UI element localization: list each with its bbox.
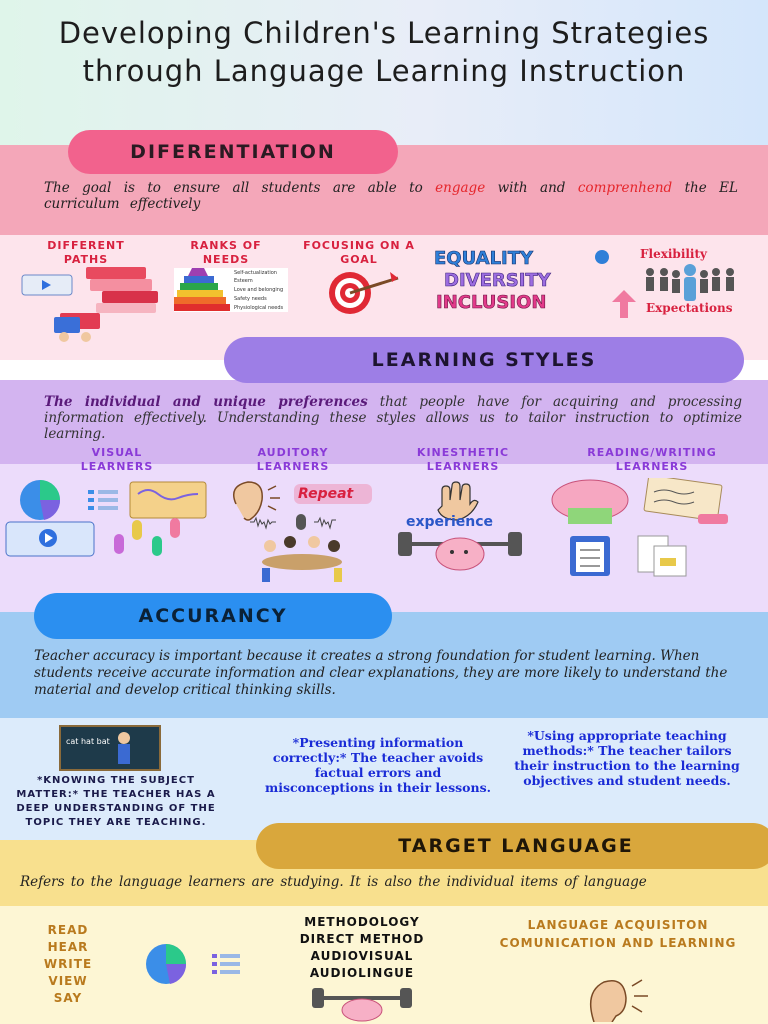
page-title: Developing Children's Learning Strategies through Language Learning Instruction bbox=[58, 16, 710, 88]
accuracy-point-knowing: *KNOWING THE SUBJECT MATTER:* THE TEACHER HAS A DEEP UNDERSTANDING OF THE TOPIC THEY ARE TEACHING. bbox=[16, 775, 216, 828]
target-language-heading: TARGET LANGUAGE bbox=[398, 835, 634, 857]
desc-bold: The individual and unique preferences bbox=[44, 394, 368, 410]
different-paths-caption: DIFFERENT PATHS bbox=[47, 239, 125, 266]
pyramid-level: Safety needs bbox=[234, 296, 267, 302]
books-illustration bbox=[20, 265, 165, 345]
skill-item: WRITE bbox=[43, 957, 93, 971]
board-text: cat hat bat bbox=[66, 737, 110, 746]
people-group-icon bbox=[642, 262, 738, 306]
differentiation-description bbox=[44, 180, 738, 212]
desc-highlight: engage bbox=[435, 180, 486, 196]
skill-item: SAY bbox=[53, 991, 83, 1005]
accuracy-point-presenting: *Presenting information correctly:* The teacher avoids factual errors and misconceptions in their lessons. bbox=[265, 735, 491, 795]
experience-text: experience bbox=[406, 514, 494, 530]
expectations-label: Expectations bbox=[646, 301, 733, 315]
reading-writing-learners-illustration bbox=[548, 478, 738, 582]
auditory-learners-illustration bbox=[222, 476, 380, 584]
desc-text: the EL curriculum effectively bbox=[44, 180, 738, 212]
skill-item: VIEW bbox=[48, 974, 88, 988]
desc-text: with and bbox=[497, 180, 566, 196]
skill-item: READ bbox=[47, 923, 89, 937]
kinesthetic-learners-caption: KINESTHETIC LEARNERS bbox=[416, 446, 510, 473]
pyramid-of-needs-illustration bbox=[172, 266, 290, 314]
skill-item: HEAR bbox=[47, 940, 89, 954]
method-item: METHODOLOGY bbox=[304, 915, 420, 929]
teacher-blackboard-illustration bbox=[58, 722, 164, 774]
method-item: AUDIOLINGUE bbox=[309, 966, 415, 980]
ranks-of-needs-caption: RANKS OF NEEDS bbox=[190, 239, 262, 266]
desc-text: The goal is to ensure all students are able to bbox=[44, 180, 423, 196]
repeat-text: Repeat bbox=[298, 486, 354, 502]
equality-text: EQUALITY bbox=[434, 248, 534, 269]
focusing-goal-caption: FOCUSING ON A GOAL bbox=[303, 239, 415, 266]
kinesthetic-learners-illustration bbox=[394, 476, 530, 580]
pyramid-level: Physiological needs bbox=[234, 305, 284, 311]
accuracy-heading: ACCURANCY bbox=[138, 605, 288, 627]
method-item: DIRECT METHOD bbox=[299, 932, 425, 946]
desc-highlight: comprenhend bbox=[577, 180, 673, 196]
learning-styles-heading: LEARNING STYLES bbox=[371, 349, 597, 371]
up-arrow-icon bbox=[612, 290, 636, 318]
diversity-text: DIVERSITY bbox=[444, 270, 551, 291]
brain-lifting-weights-icon bbox=[310, 986, 414, 1022]
learning-styles-description bbox=[44, 394, 742, 442]
flexibility-label: Flexibility bbox=[640, 247, 708, 261]
target-icon bbox=[318, 270, 406, 316]
equality-diversity-inclusion-graphic bbox=[432, 244, 612, 314]
pyramid-level: Esteem bbox=[234, 278, 253, 284]
visual-learners-illustration bbox=[4, 478, 214, 560]
visual-learners-caption: VISUAL LEARNERS bbox=[80, 446, 154, 473]
target-language-description: Refers to the language learners are studying. It is also the individual items of language bbox=[20, 874, 647, 890]
methodology-list bbox=[262, 914, 462, 982]
language-acquisition-caption: LANGUAGE ACQUISITON COMUNICATION AND LEARNING bbox=[499, 918, 737, 950]
auditory-learners-caption: AUDITORY LEARNERS bbox=[256, 446, 330, 473]
pyramid-level: Self-actualization bbox=[234, 270, 277, 276]
differentiation-heading: DIFERENTIATION bbox=[130, 141, 336, 163]
reading-writing-learners-caption: READING/WRITING LEARNERS bbox=[587, 446, 717, 473]
language-skills-list bbox=[28, 922, 108, 1007]
inclusion-text: INCLUSION bbox=[436, 292, 547, 313]
pyramid-level: Love and belonging bbox=[234, 287, 284, 293]
accuracy-description: Teacher accuracy is important because it creates a strong foundation for student learning. When students receive accurate information and clear explanations, they are more likely to understand the material and develop critical thinking skills. bbox=[34, 648, 728, 698]
desc-text: that people have for acquiring and processing information effectively. Understanding these styles allows us to tailor instruction to optimize learning. bbox=[44, 394, 742, 442]
accuracy-point-methods: *Using appropriate teaching methods:* The teacher tailors their instruction to the learning objectives and student needs. bbox=[514, 728, 740, 788]
method-item: AUDIOVISUAL bbox=[310, 949, 414, 963]
pie-chart-icon bbox=[128, 942, 248, 988]
ear-listening-icon bbox=[574, 972, 664, 1022]
